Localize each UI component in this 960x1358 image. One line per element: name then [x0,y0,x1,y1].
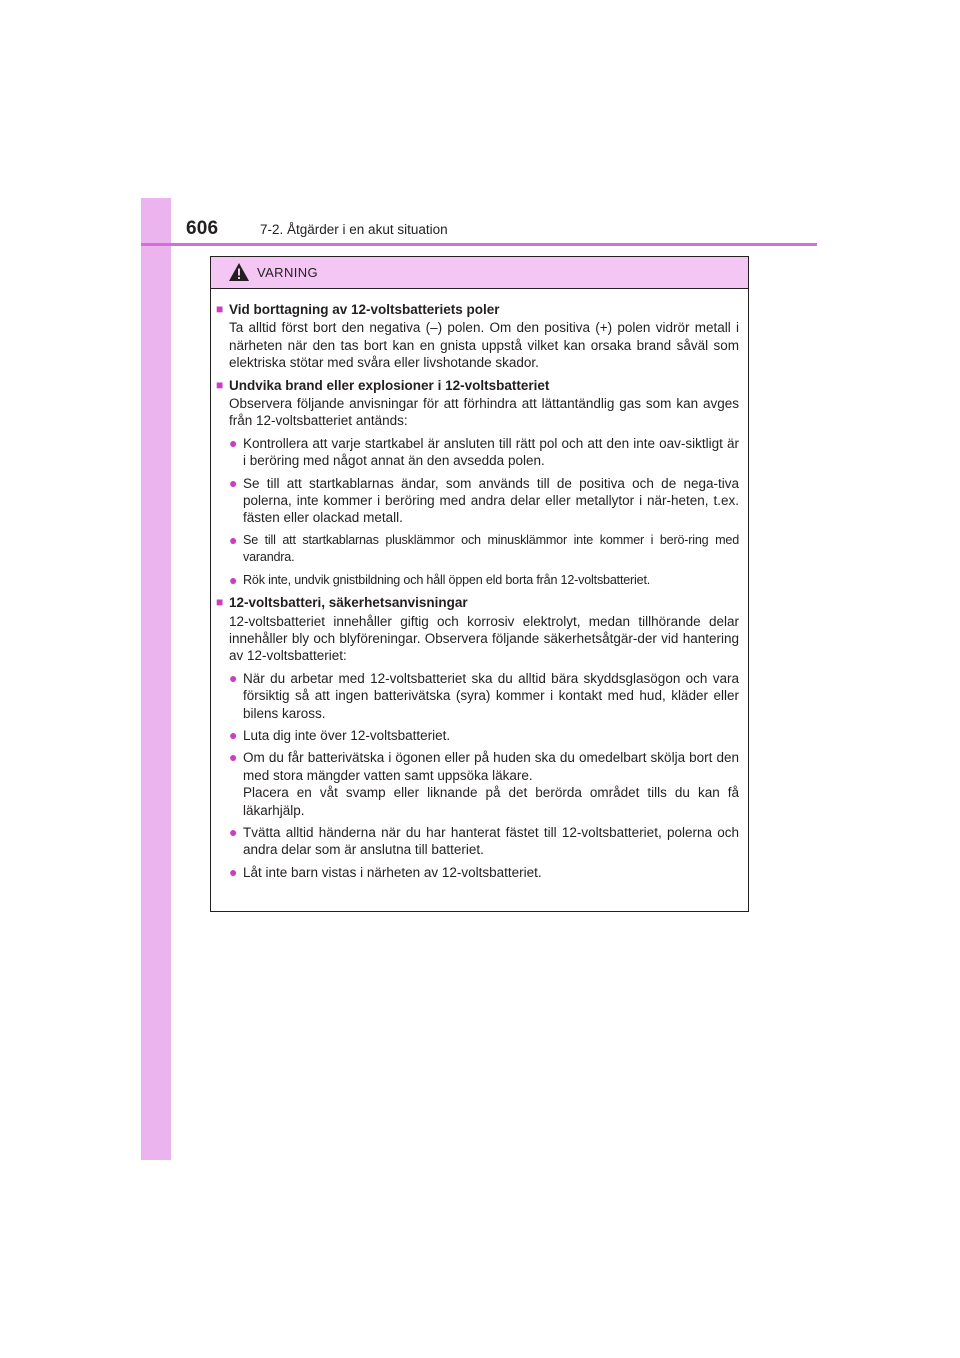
list-item [229,572,739,589]
circle-bullet-icon: ● [229,669,238,686]
warning-body [211,289,748,881]
list-item [229,475,739,527]
list-item-text: Kontrollera att varje startkabel är ansluten till rätt pol och att den inte oav-siktligt är i beröring med något annat än den avsedda polen. [243,435,739,469]
list-item-text: Tvätta alltid händerna när du har hanterat fästet till 12-voltsbatteriet, polerna och andra delar som är anslutna till batteriet. [243,824,739,858]
circle-bullet-icon: ● [229,726,238,743]
header-rule [141,243,817,246]
list-item-text: Rök inte, undvik gnistbildning och håll öppen eld borta från 12-voltsbatteriet. [243,572,651,587]
list-item [229,749,739,819]
circle-bullet-icon: ● [229,823,238,840]
warning-section [216,377,739,589]
square-bullet-icon: ■ [216,302,224,316]
warning-header [211,257,748,289]
page-number: 606 [186,218,219,239]
circle-bullet-icon: ● [229,531,238,548]
list-item-text: Luta dig inte över 12-voltsbatteriet. [243,727,451,743]
section-text: 12-voltsbatteriet innehåller giftig och korrosiv elektrolyt, medan tillhörande delar innehåller bly och blyföreningar. Observera följande säkerhetsåtgär-der vid hantering av 12-voltsbatteriet: [229,613,739,664]
list-item [229,727,739,744]
warning-label: VARNING [257,265,319,280]
section-heading: Undvika brand eller explosioner i 12-voltsbatteriet [229,377,550,393]
section-text: Observera följande anvisningar för att förhindra att lättantändlig gas som kan avges från 12-voltsbatteriet antänds: [229,396,739,429]
list-item [229,670,739,722]
warning-section [216,301,739,372]
list-item-text-continued: Placera en våt svamp eller liknande på det berörda området tills du kan få läkarhjälp. [243,785,739,818]
list-item-text: När du arbetar med 12-voltsbatteriet ska du alltid bära skyddsglasögon och vara försiktig så att ingen batterivätska (syra) kommer i kontakt med hud, kläder eller bilens kaross. [243,670,739,721]
list-item [229,435,739,470]
square-bullet-icon: ■ [216,595,224,610]
section-text: Ta alltid först bort den negativa (–) polen. Om den positiva (+) polen vidrör metall i närheten när den tas bort kan en gnista uppstå vilket kan orsaka brand såväl som elektriska stötar med svåra eller livshotande skador. [229,320,739,371]
section-heading: 12-voltsbatteri, säkerhetsanvisningar [229,595,468,611]
chapter-side-tab [141,198,171,1160]
list-item [229,864,739,881]
warning-triangle-icon [228,262,250,282]
circle-bullet-icon: ● [229,749,238,766]
circle-bullet-icon: ● [229,571,238,588]
list-item-text: Om du får batterivätska i ögonen eller på huden ska du omedelbart skölja bort den med stora mängder vatten samt uppsöka läkare. [243,750,739,783]
list-item-text: Låt inte barn vistas i närheten av 12-voltsbatteriet. [243,864,542,880]
section-title: 7-2. Åtgärder i en akut situation [260,222,448,237]
circle-bullet-icon: ● [229,434,238,451]
list-item-text: Se till att startkablarnas ändar, som används till de positiva och de nega-tiva polerna, inte kommer i beröring med andra delar eller metallytor i när-heten, t.ex. fästen eller olackad metall. [243,475,739,526]
section-heading: Vid borttagning av 12-voltsbatteriets poler [229,302,500,317]
circle-bullet-icon: ● [229,474,238,491]
square-bullet-icon: ■ [216,377,224,392]
list-item-text: Se till att startkablarnas plusklämmor och minusklämmor inte kommer i berö-ring med varandra. [243,532,739,565]
circle-bullet-icon: ● [229,863,238,880]
list-item [229,824,739,859]
warning-section [216,594,739,881]
warning-box [210,256,749,912]
list-item [229,532,739,567]
